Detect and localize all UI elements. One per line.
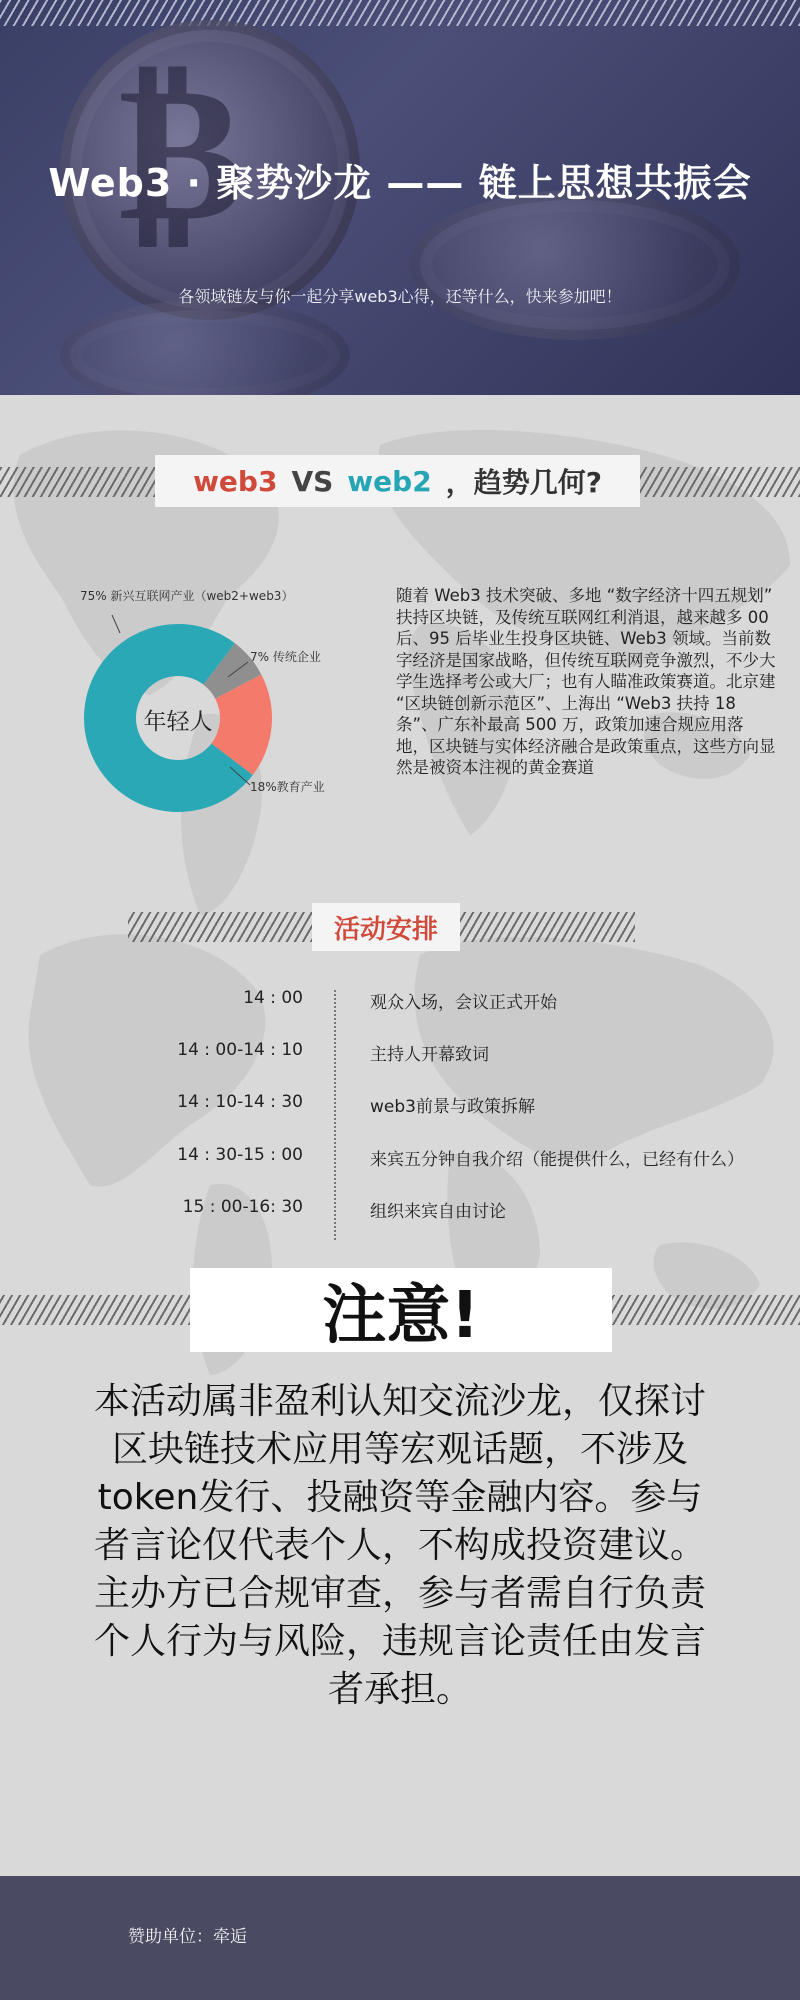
coin-image xyxy=(410,190,740,340)
schedule-time: 14 : 30-15 : 00 xyxy=(177,1145,303,1165)
heading-vs: VS xyxy=(291,464,334,498)
sponsor-text: 赞助单位：牵逅 xyxy=(128,1927,247,1947)
section-divider xyxy=(0,1295,190,1325)
coin-image xyxy=(60,300,350,395)
donut-label-education: 18%教育产业 xyxy=(250,780,325,794)
heading-web2: web2 xyxy=(347,464,432,498)
section-divider xyxy=(640,467,800,497)
schedule-desc: 主持人开幕致词 xyxy=(370,1045,489,1065)
section-divider xyxy=(0,467,155,497)
schedule-row xyxy=(0,1092,800,1122)
section-divider xyxy=(612,1295,800,1325)
schedule-time: 14 : 00 xyxy=(243,988,303,1008)
notice-body: 本活动属非盈利认知交流沙龙，仅探讨区块链技术应用等宏观话题，不涉及token发行、投融资等金融内容。参与者言论仅代表个人，不构成投资建议。主办方已合规审查，参与者需自行负责个人行为与风险，违规言论责任由发言者承担。 xyxy=(93,1381,706,1710)
section-divider xyxy=(128,912,312,942)
footer xyxy=(0,1876,800,2000)
schedule-row xyxy=(0,988,800,1018)
hero-stripe-pattern xyxy=(0,0,800,26)
schedule-row xyxy=(0,1145,800,1175)
schedule-desc: 来宾五分钟自我介绍（能提供什么，已经有什么） xyxy=(370,1150,744,1170)
donut-center-label: 年轻人 xyxy=(143,709,213,735)
heading-web3: web3 xyxy=(193,464,278,498)
bitcoin-icon: ₿ xyxy=(118,40,245,263)
schedule-row xyxy=(0,1040,800,1070)
schedule-row xyxy=(0,1197,800,1227)
schedule-desc: 组织来宾自由讨论 xyxy=(370,1202,506,1222)
donut-leader-line xyxy=(112,615,120,633)
donut-label-traditional: 7% 传统企业 xyxy=(250,650,321,664)
schedule-desc: web3前景与政策拆解 xyxy=(370,1097,535,1117)
donut-label-emerging: 75% 新兴互联网产业（web2+web3） xyxy=(80,589,294,603)
schedule-time: 14 : 00-14 : 10 xyxy=(177,1040,303,1060)
schedule-time: 14 : 10-14 : 30 xyxy=(177,1092,303,1112)
notice-heading: 注意! xyxy=(190,1268,612,1352)
page-subtitle: 各领域链友与你一起分享web3心得，还等什么，快来参加吧！ xyxy=(178,287,622,306)
trend-heading xyxy=(155,455,640,507)
hero-banner xyxy=(0,0,800,395)
schedule-heading: 活动安排 xyxy=(333,914,438,945)
schedule-time: 15 : 00-16: 30 xyxy=(182,1197,303,1217)
section-divider xyxy=(460,912,635,942)
schedule-desc: 观众入场，会议正式开始 xyxy=(370,993,557,1013)
page-title: Web3 · 聚势沙龙 —— 链上思想共振会 xyxy=(48,161,752,205)
heading-tail: ，趋势几何? xyxy=(445,466,602,499)
trend-paragraph: 随着 Web3 技术突破、多地 “数字经济十四五规划” 扶持区块链，及传统互联网红利消退，越来越多 00 后、95 后毕业生投身区块链、Web3 领域。当前数字经济是国家战略，但传统互联网竞争激烈，不少大学生选择考公或大厂；也有人瞄准政策赛道。北京建 “区块链创新示范区”、上海出 “Web3 扶持 18 条”、广东补最高 500 万，政策加速合规应用落地，区块链与实体经济融合是政策重点，这些方向显然是被资本注视的黄金赛道 xyxy=(396,586,776,777)
industry-donut-chart xyxy=(60,585,350,815)
